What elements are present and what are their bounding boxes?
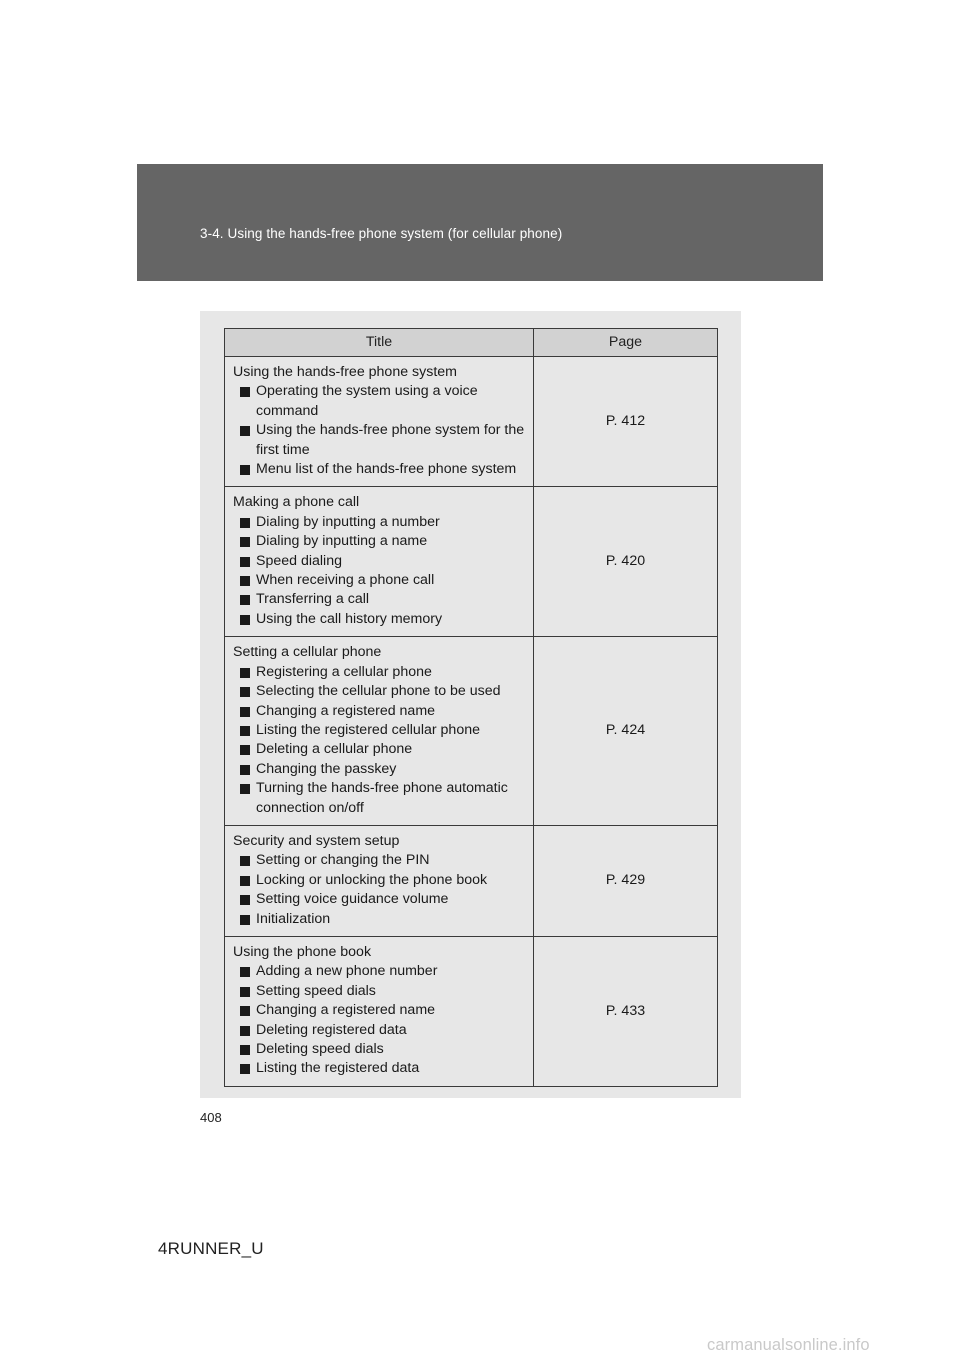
square-bullet-icon (240, 615, 250, 625)
square-bullet-icon (240, 1006, 250, 1016)
square-bullet-icon (240, 876, 250, 886)
square-bullet-icon (240, 1026, 250, 1036)
page-reference: P. 420 (534, 487, 718, 637)
page-reference: P. 433 (534, 936, 718, 1086)
section-heading: Making a phone call (233, 494, 360, 511)
page-number: 408 (200, 1110, 222, 1125)
table-row (225, 936, 718, 1086)
list-item-text: Dialing by inputting a name (256, 533, 428, 550)
square-bullet-icon (240, 537, 250, 547)
list-item-text: Adding a new phone number (256, 963, 438, 980)
list-item-text: Operating the system using a voice command (256, 383, 478, 419)
list-item (233, 890, 527, 909)
list-item-text: Setting or changing the PIN (256, 852, 430, 869)
list-item (233, 910, 527, 929)
header-band (137, 164, 823, 281)
list-item (233, 851, 527, 870)
square-bullet-icon (240, 387, 250, 397)
list-item-text: Initialization (256, 910, 331, 927)
list-item (233, 871, 527, 890)
list-item-text: Deleting registered data (256, 1021, 407, 1038)
topic-list (233, 513, 527, 629)
list-item (233, 513, 527, 532)
square-bullet-icon (240, 576, 250, 586)
list-item (233, 682, 527, 701)
section-heading: Using the hands-free phone system (233, 364, 457, 380)
table-header-row (225, 329, 718, 357)
list-item-text: Locking or unlocking the phone book (256, 871, 488, 888)
title-cell (225, 487, 534, 637)
list-item (233, 982, 527, 1001)
list-item-text: Changing a registered name (256, 702, 436, 719)
square-bullet-icon (240, 987, 250, 997)
list-item-text: Changing a registered name (256, 1002, 436, 1019)
square-bullet-icon (240, 856, 250, 866)
contents-panel (200, 311, 741, 1098)
square-bullet-icon (240, 518, 250, 528)
square-bullet-icon (240, 1045, 250, 1055)
list-item (233, 702, 527, 721)
section-heading: Setting a cellular phone (233, 644, 382, 661)
table-row (225, 637, 718, 826)
topic-list (233, 663, 527, 818)
list-item (233, 721, 527, 740)
title-cell (225, 637, 534, 826)
list-item-text: Listing the registered cellular phone (256, 721, 480, 738)
square-bullet-icon (240, 915, 250, 925)
square-bullet-icon (240, 668, 250, 678)
square-bullet-icon (240, 967, 250, 977)
list-item (233, 610, 527, 629)
table-row (225, 825, 718, 936)
list-item-text: Using the call history memory (256, 610, 443, 627)
section-title: 3-4. Using the hands-free phone system (for cellular phone) (200, 226, 563, 241)
list-item (233, 571, 527, 590)
title-cell (225, 936, 534, 1086)
list-item (233, 1040, 527, 1059)
list-item (233, 382, 527, 421)
square-bullet-icon (240, 895, 250, 905)
topic-list (233, 962, 527, 1078)
list-item (233, 590, 527, 609)
list-item-text: Menu list of the hands-free phone system (256, 461, 517, 478)
list-item-text: Registering a cellular phone (256, 663, 432, 680)
list-item (233, 421, 527, 460)
section-heading: Security and system setup (233, 832, 400, 849)
column-header-page: Page (534, 329, 718, 357)
square-bullet-icon (240, 745, 250, 755)
table-row (225, 487, 718, 637)
list-item-text: Deleting a cellular phone (256, 741, 413, 758)
page-reference: P. 424 (534, 637, 718, 826)
topic-list (233, 851, 527, 929)
list-item-text: Speed dialing (256, 552, 342, 569)
list-item-text: Changing the passkey (256, 760, 397, 777)
topic-list (233, 382, 527, 479)
list-item-text: When receiving a phone call (256, 572, 435, 589)
square-bullet-icon (240, 595, 250, 605)
square-bullet-icon (240, 687, 250, 697)
square-bullet-icon (240, 426, 250, 436)
square-bullet-icon (240, 465, 250, 475)
list-item (233, 1059, 527, 1078)
list-item-text: Deleting speed dials (256, 1041, 384, 1057)
model-code: 4RUNNER_U (158, 1239, 264, 1258)
list-item-text: Selecting the cellular phone to be used (256, 683, 501, 700)
page-reference: P. 412 (534, 357, 718, 487)
list-item-text: Turning the hands-free phone automatic connection on/off (256, 780, 508, 816)
title-cell (225, 825, 534, 936)
list-item-text: Using the hands-free phone system for the first time (256, 422, 525, 458)
square-bullet-icon (240, 784, 250, 794)
contents-table (224, 328, 718, 1087)
list-item-text: Transferring a call (256, 591, 370, 608)
list-item (233, 532, 527, 551)
list-item (233, 1001, 527, 1020)
square-bullet-icon (240, 765, 250, 775)
list-item (233, 663, 527, 682)
table-row (225, 357, 718, 487)
list-item (233, 740, 527, 759)
list-item-text: Setting speed dials (256, 982, 376, 999)
list-item (233, 962, 527, 981)
square-bullet-icon (240, 557, 250, 567)
column-header-title: Title (225, 329, 534, 357)
list-item (233, 779, 527, 818)
list-item-text: Listing the registered data (256, 1060, 420, 1077)
section-heading: Using the phone book (233, 943, 372, 960)
square-bullet-icon (240, 707, 250, 717)
page-reference: P. 429 (534, 825, 718, 936)
list-item (233, 552, 527, 571)
table-body (225, 357, 718, 1087)
square-bullet-icon (240, 726, 250, 736)
square-bullet-icon (240, 1064, 250, 1074)
watermark: carmanualsonline.info (707, 1336, 870, 1354)
list-item (233, 760, 527, 779)
list-item-text: Dialing by inputting a number (256, 513, 440, 530)
list-item-text: Setting voice guidance volume (256, 891, 449, 908)
list-item (233, 460, 527, 479)
list-item (233, 1021, 527, 1040)
title-cell (225, 357, 534, 487)
